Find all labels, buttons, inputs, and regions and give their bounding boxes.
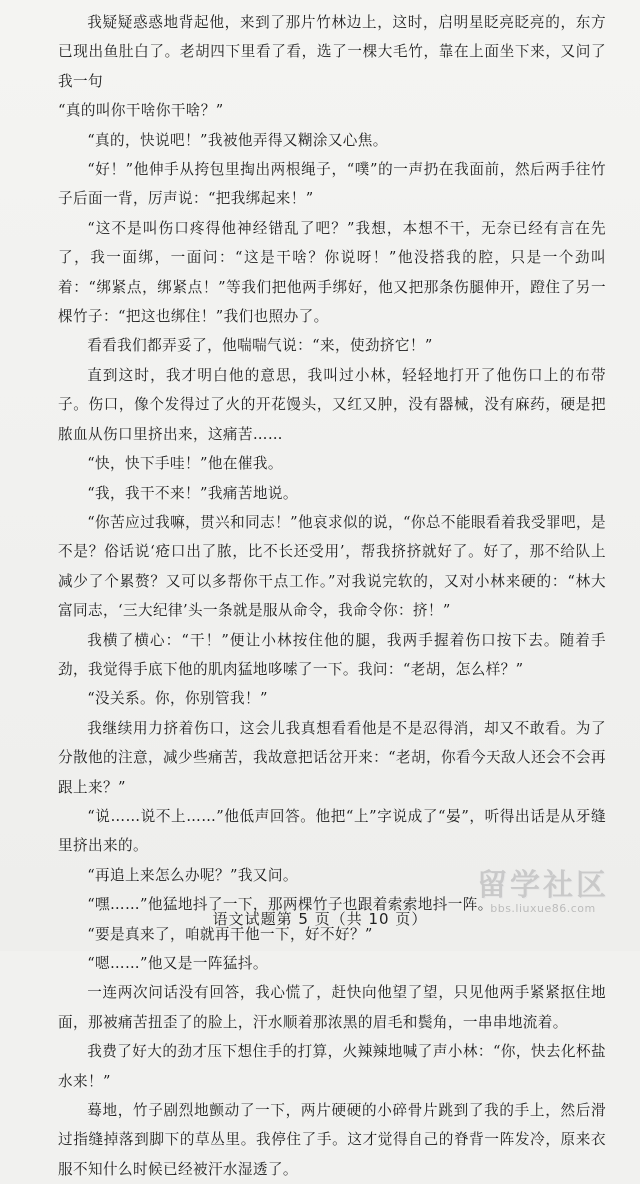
page-number-label: 语文试题第 5 页（共 10 页） xyxy=(212,910,428,928)
paragraph: 我继续用力挤着伤口，这会儿我真想看看他是不是忍得消，却又不敢看。为了分散他的注意，减少些痛苦，我故意把话岔开来：“老胡，你看今天敌人还会不会再跟上来？” xyxy=(58,719,606,796)
paragraph: “好！”他伸手从挎包里掏出两根绳子，“噗”的一声扔在我面前，然后两手往竹子后面一背，厉声说：“把我绑起来！” xyxy=(58,161,606,208)
paragraph: “真的，快说吧！”我被他弄得又糊涂又心焦。 xyxy=(87,131,388,149)
paragraph: 蓦地，竹子剧烈地颤动了一下，两片硬硬的小碎骨片跳到了我的手上，然后滑过指缝掉落到脚下的草丛里。我停住了手。这才觉得自己的脊背一阵发冷，原来衣服不知什么时候已经被汗水湿透了。 xyxy=(58,1102,606,1178)
paragraph: “嗯……”他又是一阵猛抖。 xyxy=(87,955,268,972)
paragraph: “这不是叫伤口疼得他神经错乱了吧？”我想，本想不干，无奈已经有言在先了，我一面绑，一面问：“这是干啥？你说呀！”他没搭我的腔，只是一个劲叫着：“绑紧点，绑紧点！”等我们把他两手绑好，他又把那条伤腿伸开，蹬住了另一棵竹子：“把这也绑住！”我们也照办了。 xyxy=(58,219,606,326)
site-watermark xyxy=(468,870,618,915)
paragraph: “嘿……”他猛地抖了一下，那两棵竹子也跟着索索地抖一阵。 xyxy=(87,896,493,914)
paragraph: 我疑疑惑惑地背起他，来到了那片竹林边上，这时，启明星眨亮眨亮的，东方已现出鱼肚白了。老胡四下里看了看，选了一棵大毛竹，靠在上面坐下来，又问了我一句 xyxy=(58,14,606,90)
watermark-logo-text: 留学社区 xyxy=(477,868,609,903)
paragraph: 我横了横心：“干！”便让小林按住他的腿，我两手握着伤口按下去。随着手劲，我觉得手底下他的肌肉猛地哆嗦了一下。我问：“老胡，怎么样？” xyxy=(58,631,606,678)
paragraph: “没关系。你，你别管我！” xyxy=(87,690,268,708)
paragraph: 我费了好大的劲才压下想住手的打算，火辣辣地喊了声小林：“你，快去化杯盐水来！” xyxy=(58,1043,606,1090)
paragraph: “你苦应过我嘛，贯兴和同志！”他哀求似的说，“你总不能眼看着我受罪吧，是不是？俗话说‘疮口出了脓，比不长还受用’，帮我挤挤就好了。好了，那不给队上减少了个累赘？又可以多帮你干点工作。”对我说完软的，又对小林来硬的：“林大富同志，‘三大纪律’头一条就是服从命令，我命令你：挤！” xyxy=(58,513,606,620)
paragraph: “我，我干不来！”我痛苦地说。 xyxy=(87,484,298,502)
paragraph: “再追上来怎么办呢？”我又问。 xyxy=(87,866,298,884)
paragraph: “真的叫你干啥你干啥？” xyxy=(58,102,224,120)
paragraph: “快，快下手哇！”他在催我。 xyxy=(87,455,283,473)
passage-text xyxy=(58,8,606,1184)
paragraph: 看看我们都弄妥了，他喘喘气说：“来，使劲挤它！” xyxy=(87,337,433,355)
watermark-url: bbs.liuxue86.com xyxy=(490,902,596,915)
paragraph: 直到这时，我才明白他的意思，我叫过小林，轻轻地打开了他伤口上的布带子。伤口，像个发得过了火的开花馒头，又红又肿，没有器械，没有麻药，硬是把脓血从伤口里挤出来，这痛苦…… xyxy=(58,366,606,443)
paragraph: “说……说不上……”他低声回答。他把“上”字说成了“晏”，听得出话是从牙缝里挤出来的。 xyxy=(58,807,606,855)
paragraph: “要是真来了，咱就再干他一下，好不好？” xyxy=(87,925,373,943)
paragraph: 一连两次问话没有回答，我心慌了，赶快向他望了望，只见他两手紧紧抠住地面，那被痛苦扭歪了的脸上，汗水顺着那浓黑的眉毛和鬓角，一串串地流着。 xyxy=(58,984,606,1031)
